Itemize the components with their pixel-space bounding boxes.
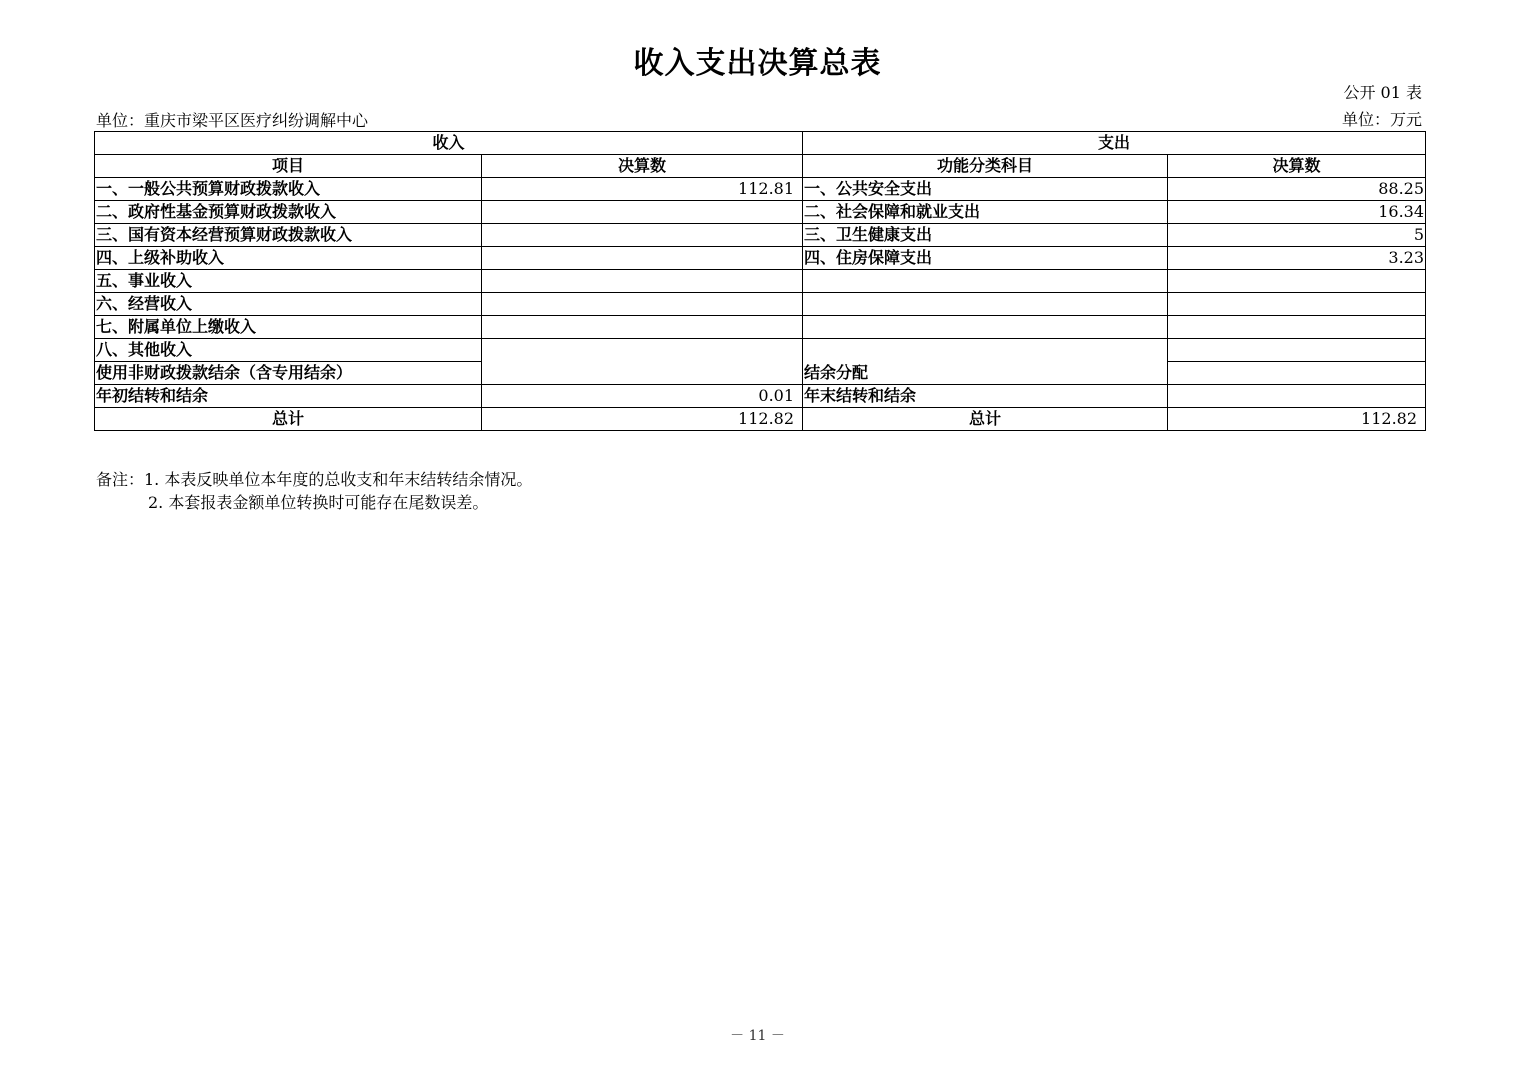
col-header-item: 项目	[95, 155, 482, 178]
note-line-1: 备注：1. 本表反映单位本年度的总收支和年末结转结余情况。	[96, 470, 533, 489]
income-item: 八、其他收入	[95, 339, 482, 362]
report-title: 收入支出决算总表	[633, 46, 882, 81]
currency-unit: 单位：万元	[1341, 110, 1422, 129]
income-expense-table	[94, 131, 1426, 431]
table-row	[95, 247, 1426, 270]
expense-item: 一、公共安全支出	[803, 178, 1168, 201]
expense-total-label: 总计	[803, 408, 1168, 431]
income-amount	[482, 293, 803, 316]
expense-item: 四、住房保障支出	[803, 247, 1168, 270]
expense-item: 三、卫生健康支出	[803, 224, 1168, 247]
table-row	[95, 293, 1426, 316]
col-header-function: 功能分类科目	[803, 155, 1168, 178]
expense-amount	[1168, 293, 1426, 316]
expense-amount: 3.23	[1168, 247, 1426, 270]
col-header-income-amount: 决算数	[482, 155, 803, 178]
income-item: 五、事业收入	[95, 270, 482, 293]
expense-item: 年末结转和结余	[803, 385, 1168, 408]
income-amount: 112.81	[482, 178, 803, 201]
income-total-label: 总计	[95, 408, 482, 431]
col-header-expense-amount: 决算数	[1168, 155, 1426, 178]
expense-item: 结余分配	[803, 339, 1168, 385]
notes	[96, 468, 532, 514]
income-item: 使用非财政拨款结余（含专用结余）	[95, 362, 482, 385]
table-row	[95, 270, 1426, 293]
section-header-row	[95, 132, 1426, 155]
expense-total-amount: 112.82	[1168, 408, 1426, 431]
income-item: 七、附属单位上缴收入	[95, 316, 482, 339]
income-amount	[482, 270, 803, 293]
column-header-row	[95, 155, 1426, 178]
income-amount	[482, 247, 803, 270]
expense-amount	[1168, 316, 1426, 339]
expense-item	[803, 316, 1168, 339]
table-row	[95, 201, 1426, 224]
table-row	[95, 339, 1426, 362]
income-total-amount: 112.82	[482, 408, 803, 431]
expense-amount	[1168, 362, 1426, 385]
income-amount	[482, 339, 803, 385]
income-item: 年初结转和结余	[95, 385, 482, 408]
expense-amount	[1168, 339, 1426, 362]
income-item: 二、政府性基金预算财政拨款收入	[95, 201, 482, 224]
income-section-header: 收入	[95, 132, 803, 155]
form-number: 公开 01 表	[1343, 83, 1422, 102]
income-amount	[482, 316, 803, 339]
expense-section-header: 支出	[803, 132, 1426, 155]
expense-amount: 16.34	[1168, 201, 1426, 224]
expense-amount	[1168, 385, 1426, 408]
income-amount: 0.01	[482, 385, 803, 408]
table-row	[95, 224, 1426, 247]
income-amount	[482, 201, 803, 224]
page-number: － 11 －	[730, 1028, 785, 1044]
table-row	[95, 178, 1426, 201]
expense-item	[803, 270, 1168, 293]
expense-amount	[1168, 270, 1426, 293]
note-line-2: 2. 本套报表金额单位转换时可能存在尾数误差。	[148, 493, 489, 512]
table-row	[95, 385, 1426, 408]
expense-item	[803, 293, 1168, 316]
total-row	[95, 408, 1426, 431]
income-item: 四、上级补助收入	[95, 247, 482, 270]
income-item: 三、国有资本经营预算财政拨款收入	[95, 224, 482, 247]
reporting-unit: 单位：重庆市梁平区医疗纠纷调解中心	[96, 111, 369, 130]
expense-item: 二、社会保障和就业支出	[803, 201, 1168, 224]
table-row	[95, 316, 1426, 339]
income-item: 六、经营收入	[95, 293, 482, 316]
income-amount	[482, 224, 803, 247]
expense-amount: 88.25	[1168, 178, 1426, 201]
income-item: 一、一般公共预算财政拨款收入	[95, 178, 482, 201]
expense-amount: 5	[1168, 224, 1426, 247]
